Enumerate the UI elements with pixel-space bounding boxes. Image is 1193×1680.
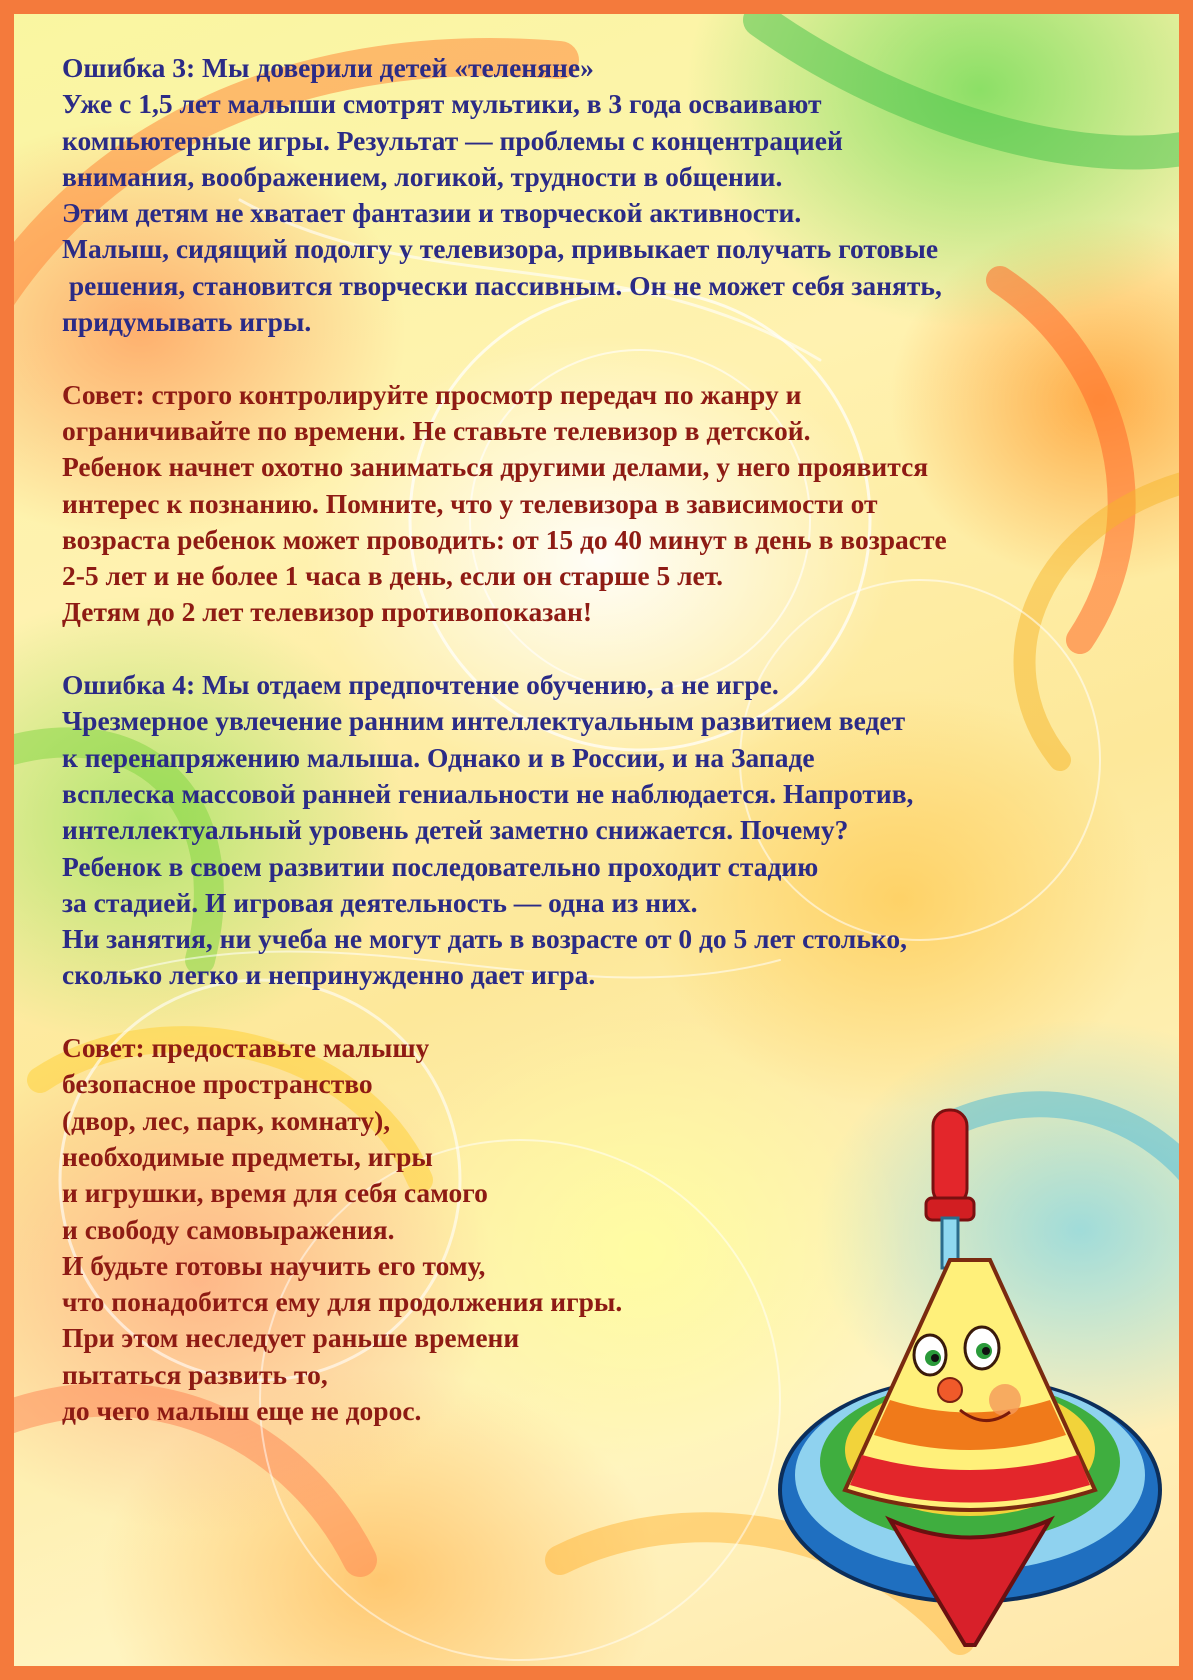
text-line: интеллектуальный уровень детей заметно снижается. Почему? (62, 814, 849, 846)
text-line: решения, становится творчески пассивным. Он не может себя занять, (62, 269, 942, 301)
text-line: безопасное пространство (62, 1068, 373, 1100)
mistake-3-heading: Ошибка 3: Мы доверили детей «теленяне» (62, 52, 594, 83)
text-line: ограничивайте по времени. Не ставьте телевизор в детской. (62, 414, 811, 446)
text-line: возраста ребенок может проводить: от 15 до 40 минут в день в возрасте (62, 523, 947, 555)
text-content (62, 50, 1172, 1429)
text-line: Ни занятия, ни учеба не могут дать в возрасте от 0 до 5 лет столько, (62, 923, 907, 955)
advice-2-section (62, 1030, 1172, 1429)
text-line: 2-5 лет и не более 1 часа в день, если он старше 5 лет. (62, 560, 724, 592)
text-line: придумывать игры. (62, 306, 312, 338)
advice-1-section (62, 377, 1172, 631)
text-line: пытаться развить то, (62, 1358, 328, 1390)
text-line: Ребенок в своем развитии последовательно проходит стадию (62, 850, 819, 882)
text-line: сколько легко и непринужденно дает игра. (62, 959, 596, 991)
text-line: компьютерные игры. Результат — проблемы с концентрацией (62, 124, 843, 156)
text-line: до чего малыш еще не дорос. (62, 1394, 422, 1426)
text-line: (двор, лес, парк, комнату), (62, 1104, 391, 1136)
text-line: за стадией. И игровая деятельность — одна из них. (62, 886, 698, 918)
text-line: Этим детям не хватает фантазии и творческой активности. (62, 197, 802, 229)
mistake-4-section (62, 667, 1172, 994)
text-line: При этом неследует раньше времени (62, 1322, 520, 1354)
text-line: Малыш, сидящий подолгу у телевизора, привыкает получать готовые (62, 233, 939, 265)
text-line: к перенапряжению малыша. Однако и в России, и на Западе (62, 741, 815, 773)
mistake-3-section (62, 50, 1172, 340)
advice-1-heading: Совет: строго контролируйте просмотр передач по жанру и (62, 378, 802, 410)
text-line: Уже с 1,5 лет малыши смотрят мультики, в 3 года осваивают (62, 88, 822, 120)
text-line: внимания, воображением, логикой, трудности в общении. (62, 160, 783, 192)
text-line: всплеска массовой ранней гениальности не наблюдается. Напротив, (62, 777, 914, 809)
text-line: Ребенок начнет охотно заниматься другими делами, у него проявится (62, 451, 929, 483)
text-line: И будьте готовы научить его тому, (62, 1249, 486, 1281)
mistake-4-heading: Ошибка 4: Мы отдаем предпочтение обучению, а не игре. (62, 669, 779, 701)
text-line: что понадобится ему для продолжения игры. (62, 1286, 623, 1318)
text-line: и игрушки, время для себя самого (62, 1177, 488, 1209)
text-line: интерес к познанию. Помните, что у телевизора в зависимости от (62, 487, 878, 519)
advice-2-heading: Совет: предоставьте малышу (62, 1032, 430, 1064)
text-line: Детям до 2 лет телевизор противопоказан! (62, 596, 592, 628)
text-line: и свободу самовыражения. (62, 1213, 395, 1245)
text-line: необходимые предметы, игры (62, 1140, 433, 1172)
text-line: Чрезмерное увлечение ранним интеллектуальным развитием ведет (62, 705, 906, 737)
